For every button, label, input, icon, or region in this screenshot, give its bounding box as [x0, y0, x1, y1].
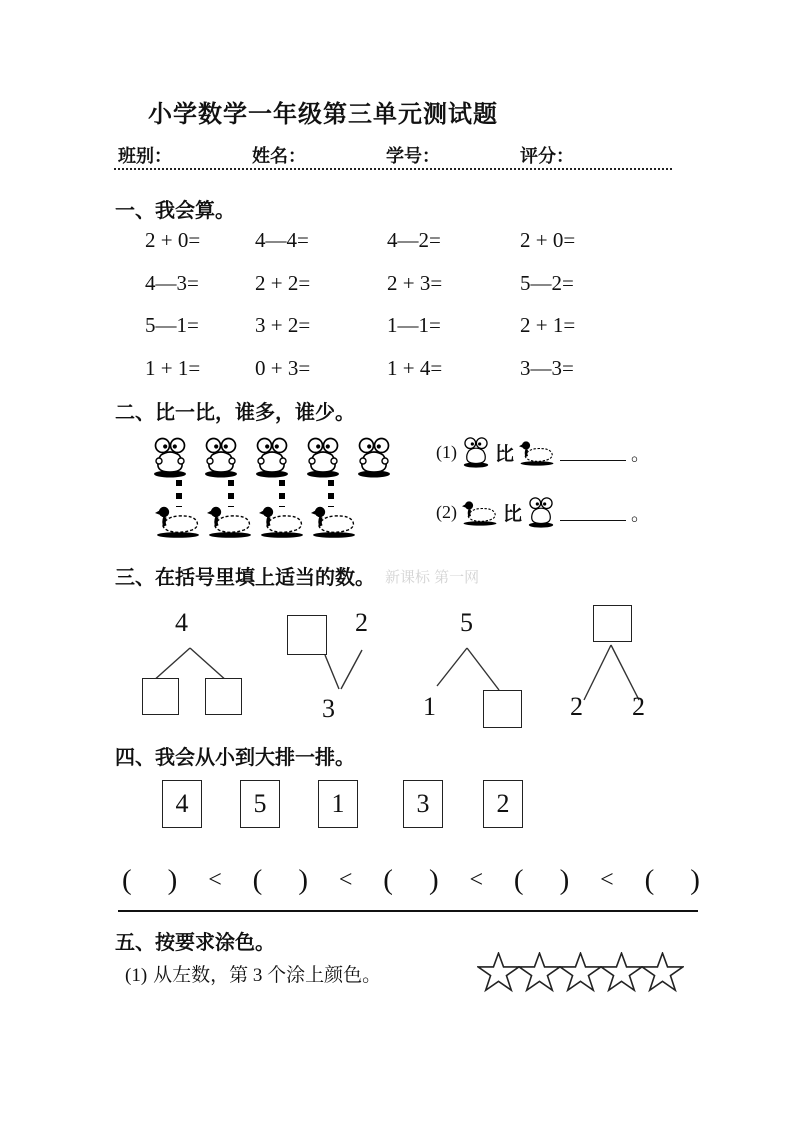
score-label: 评分：: [520, 146, 574, 166]
section1-heading: 一、我会算。: [115, 200, 235, 222]
match-dotted-line[interactable]: [228, 480, 234, 507]
open-paren: (: [122, 864, 132, 896]
student-number-label: 学号：: [386, 146, 440, 166]
less-than-sign: <: [208, 867, 222, 893]
frog-icon: [356, 436, 392, 478]
bond-number: 5: [460, 608, 473, 637]
page-title: 小学数学一年级第三单元测试题: [148, 101, 498, 128]
number-card: 1: [318, 780, 358, 828]
period-mark: 。: [631, 503, 651, 525]
coloring-task-1: [125, 960, 381, 987]
section2-heading: 二、比一比，谁多，谁少。: [115, 402, 355, 424]
bond-number: 3: [322, 694, 335, 723]
compare-question-1: [436, 436, 650, 468]
equation: 0 + 3=: [255, 356, 311, 380]
class-label: 班别：: [118, 146, 172, 166]
equation: 4—3=: [145, 271, 199, 295]
compare-word: 比: [495, 443, 515, 465]
equation: 1 + 4=: [387, 356, 443, 380]
compare-question-2: [436, 496, 650, 528]
frogs-row: [152, 436, 392, 478]
less-than-sign: <: [469, 867, 484, 893]
equation: 1 + 1=: [145, 356, 201, 380]
bond-answer-box[interactable]: [593, 605, 632, 642]
answer-blank[interactable]: [560, 504, 626, 521]
answer-paren-slot[interactable]: [514, 864, 569, 897]
duck-icon: [155, 504, 201, 538]
bond-answer-box[interactable]: [287, 615, 327, 655]
answer-paren-slot[interactable]: [645, 864, 700, 897]
frog-icon: [305, 436, 341, 478]
duck-icon: [259, 504, 305, 538]
open-paren: (: [513, 864, 524, 896]
close-paren: ): [428, 864, 439, 896]
equation: 5—2=: [520, 271, 574, 295]
equation: 2 + 1=: [520, 313, 576, 337]
equation: 2 + 0=: [145, 228, 201, 252]
number-card: 4: [162, 780, 202, 828]
match-dotted-line[interactable]: [328, 480, 334, 507]
match-dotted-line[interactable]: [279, 480, 285, 507]
open-paren: (: [383, 864, 393, 896]
info-dotted-rule: [114, 152, 672, 170]
close-paren: ): [298, 864, 308, 896]
answer-paren-slot[interactable]: [253, 864, 308, 897]
star-icon[interactable]: [641, 952, 684, 993]
equation: 4—4=: [255, 228, 309, 252]
less-than-sign: <: [338, 867, 353, 893]
paren-blank[interactable]: [524, 876, 560, 886]
ordering-answer-row: [122, 864, 700, 897]
bond-number: 2: [632, 692, 645, 721]
star-icon[interactable]: [518, 952, 561, 993]
equation: 2 + 2=: [255, 271, 311, 295]
section4-heading: 四、我会从小到大排一排。: [115, 747, 355, 769]
question-number: (2): [436, 501, 457, 522]
paren-blank[interactable]: [132, 876, 168, 886]
stars-row: [477, 952, 682, 993]
number-card: 3: [403, 780, 443, 828]
number-card: 2: [483, 780, 523, 828]
frog-icon: [203, 436, 239, 478]
bond-number: 2: [355, 608, 368, 637]
ducks-row: [155, 504, 357, 538]
bond-number: 2: [570, 692, 583, 721]
paren-blank[interactable]: [654, 876, 690, 886]
open-paren: (: [644, 864, 655, 896]
equation: 3 + 2=: [255, 313, 311, 337]
item-number: (1): [125, 965, 148, 986]
frog-icon: [462, 436, 490, 468]
equation: 2 + 0=: [520, 228, 576, 252]
compare-word: 比: [503, 503, 523, 525]
duck-icon: [311, 504, 357, 538]
item-text: 从左数，第 3 个涂上颜色。: [153, 965, 382, 986]
duck-icon: [207, 504, 253, 538]
match-dotted-line[interactable]: [176, 480, 182, 507]
period-mark: 。: [631, 443, 651, 465]
answer-paren-slot[interactable]: [383, 864, 438, 897]
duck-icon: [462, 499, 498, 526]
frog-icon: [527, 496, 555, 528]
watermark-text: 新课标 第一网: [385, 569, 480, 586]
bond-answer-box[interactable]: [483, 690, 522, 728]
section5-heading: 五、按要求涂色。: [115, 932, 275, 954]
equation: 2 + 3=: [387, 271, 443, 295]
star-icon[interactable]: [477, 952, 520, 993]
close-paren: ): [690, 864, 700, 896]
close-paren: ): [167, 864, 178, 896]
equation: 5—1=: [145, 313, 199, 337]
section3-heading: 三、在括号里填上适当的数。: [115, 567, 375, 589]
number-card: 5: [240, 780, 280, 828]
frog-icon: [152, 436, 188, 478]
close-paren: ): [559, 864, 570, 896]
question-number: (1): [436, 441, 457, 462]
answer-paren-slot[interactable]: [122, 864, 177, 897]
less-than-sign: <: [600, 867, 614, 893]
bond-answer-box[interactable]: [142, 678, 179, 715]
paren-blank[interactable]: [262, 876, 298, 886]
frog-icon: [254, 436, 290, 478]
bond-number: 4: [175, 608, 188, 637]
equation: 3—3=: [520, 356, 574, 380]
answer-blank[interactable]: [560, 444, 626, 461]
bond-number: 1: [423, 692, 436, 721]
duck-icon: [519, 439, 555, 466]
name-label: 姓名：: [252, 146, 306, 166]
equation: 4—2=: [387, 228, 441, 252]
answer-underline: [118, 910, 698, 912]
star-icon[interactable]: [600, 952, 643, 993]
bond-answer-box[interactable]: [205, 678, 242, 715]
star-icon[interactable]: [559, 952, 602, 993]
equation: 1—1=: [387, 313, 441, 337]
paren-blank[interactable]: [393, 876, 429, 886]
open-paren: (: [252, 864, 263, 896]
